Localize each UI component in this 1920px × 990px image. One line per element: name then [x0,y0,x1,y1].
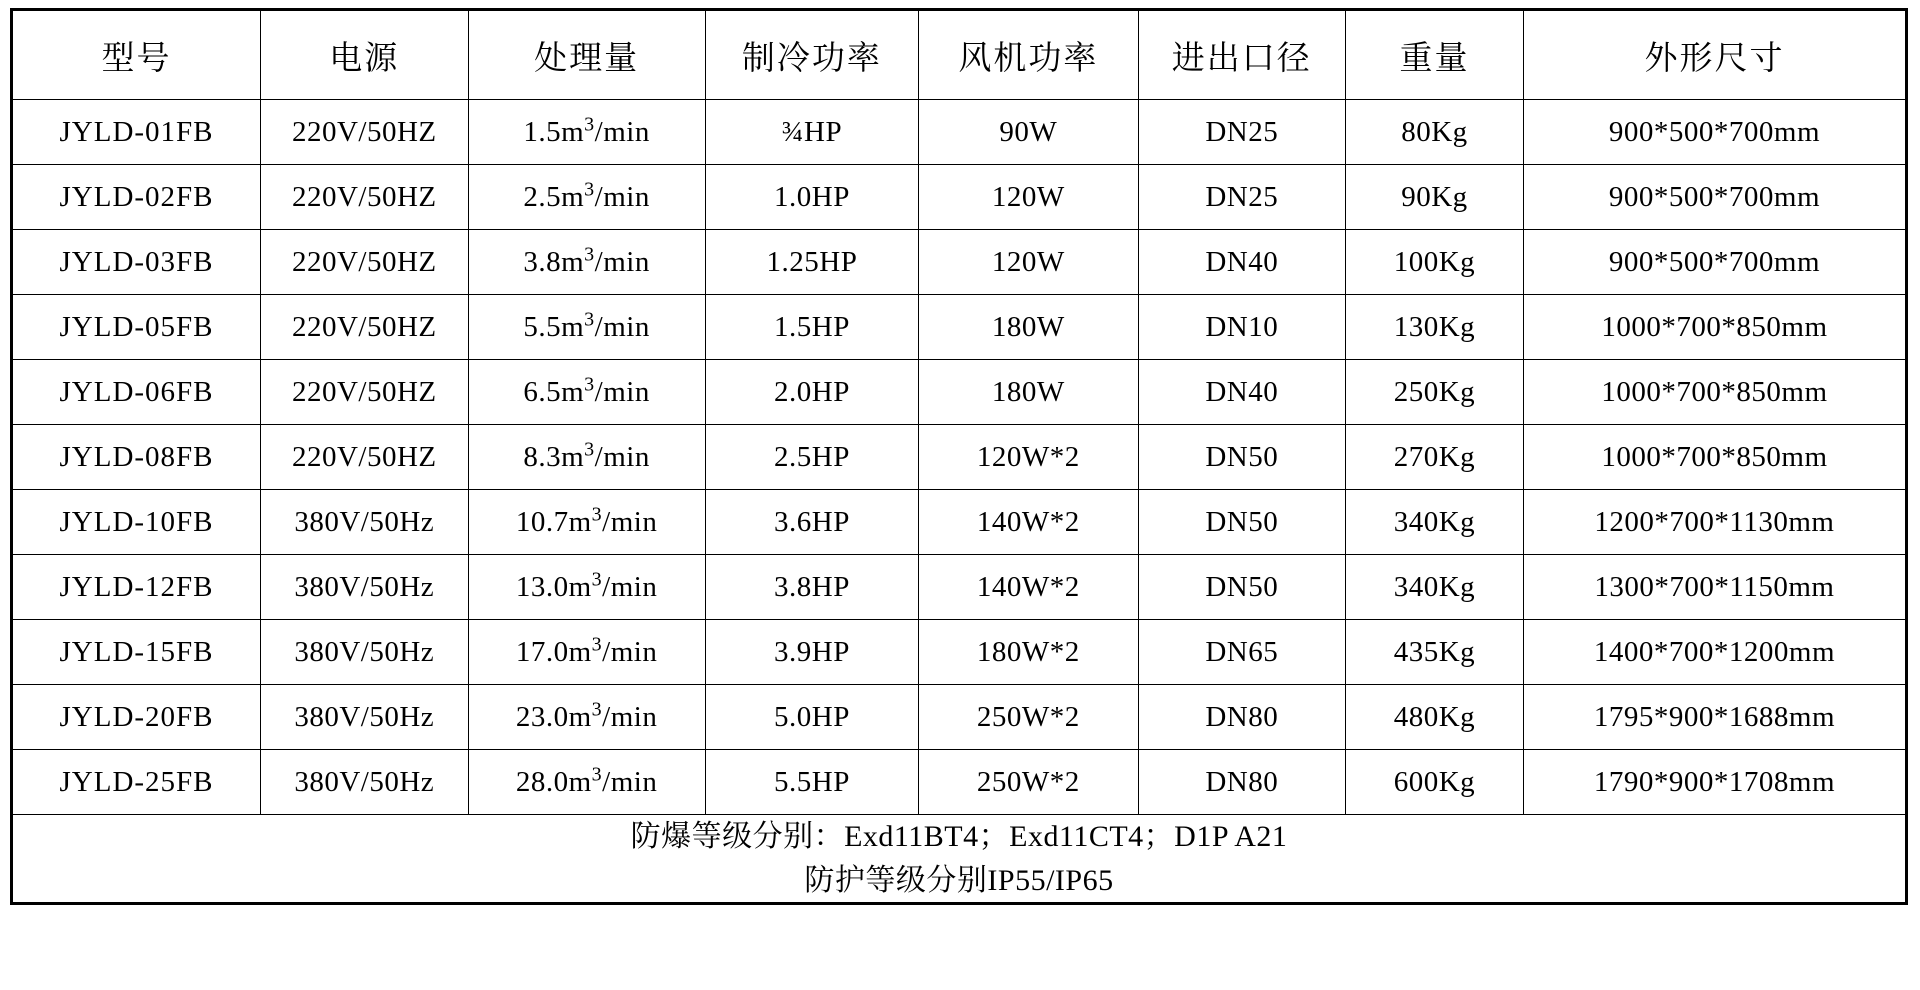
cell-dimensions: 900*500*700mm [1523,165,1906,230]
cell-port-size: DN50 [1138,425,1346,490]
capacity-value: 10.7m [515,505,592,538]
cell-cooling-power: 3.9HP [705,620,918,685]
capacity-value: 28.0m [515,765,592,798]
capacity-value: 17.0m [515,635,592,668]
table-row [12,555,1907,620]
capacity-superscript: 3 [591,502,603,525]
capacity-superscript: 3 [591,762,603,785]
cell-power-supply: 380V/50Hz [261,685,469,750]
cell-power-supply: 220V/50HZ [261,295,469,360]
note-protection-grade: 防护等级分别IP55/IP65 [804,863,1114,897]
capacity-unit: /min [602,765,658,798]
capacity-value: 6.5m [523,375,585,408]
cell-capacity [468,750,705,815]
cell-power-supply: 220V/50HZ [261,230,469,295]
table-row [12,100,1907,165]
cell-model: JYLD-06FB [12,360,261,425]
capacity-unit: /min [602,635,658,668]
cell-weight: 600Kg [1346,750,1524,815]
table-row [12,230,1907,295]
cell-power-supply: 380V/50Hz [261,490,469,555]
cell-fan-power: 120W [919,165,1138,230]
capacity-unit: /min [594,310,650,343]
cell-port-size: DN80 [1138,685,1346,750]
cell-dimensions: 1000*700*850mm [1523,425,1906,490]
capacity-superscript: 3 [584,242,595,265]
cell-weight: 250Kg [1346,360,1524,425]
cell-capacity [468,165,705,230]
column-header-dimensions: 外形尺寸 [1523,10,1906,100]
table-row [12,620,1907,685]
cell-fan-power: 250W*2 [919,685,1138,750]
capacity-unit: /min [602,700,658,733]
table-row [12,685,1907,750]
cell-port-size: DN40 [1138,360,1346,425]
cell-dimensions: 900*500*700mm [1523,100,1906,165]
column-header-power-supply: 电源 [261,10,469,100]
cell-port-size: DN25 [1138,165,1346,230]
cell-model: JYLD-02FB [12,165,261,230]
cell-capacity [468,555,705,620]
capacity-superscript: 3 [591,697,603,720]
cell-cooling-power: 2.0HP [705,360,918,425]
table-row [12,360,1907,425]
cell-model: JYLD-10FB [12,490,261,555]
cell-cooling-power: 3.8HP [705,555,918,620]
capacity-value: 3.8m [523,245,585,278]
capacity-unit: /min [594,180,650,213]
cell-port-size: DN65 [1138,620,1346,685]
cell-cooling-power: ¾HP [705,100,918,165]
cell-capacity [468,230,705,295]
cell-weight: 435Kg [1346,620,1524,685]
cell-power-supply: 220V/50HZ [261,100,469,165]
cell-cooling-power: 1.25HP [705,230,918,295]
cell-weight: 80Kg [1346,100,1524,165]
column-header-capacity: 处理量 [468,10,705,100]
table-body [12,100,1907,815]
cell-dimensions: 1000*700*850mm [1523,295,1906,360]
capacity-value: 13.0m [515,570,592,603]
capacity-superscript: 3 [584,437,595,460]
capacity-unit: /min [594,375,650,408]
specification-table [10,8,1908,905]
capacity-superscript: 3 [584,307,595,330]
cell-fan-power: 180W*2 [919,620,1138,685]
cell-port-size: DN40 [1138,230,1346,295]
cell-capacity [468,490,705,555]
cell-model: JYLD-05FB [12,295,261,360]
cell-weight: 480Kg [1346,685,1524,750]
capacity-superscript: 3 [584,177,595,200]
cell-dimensions: 1300*700*1150mm [1523,555,1906,620]
cell-weight: 100Kg [1346,230,1524,295]
cell-cooling-power: 1.0HP [705,165,918,230]
cell-model: JYLD-15FB [12,620,261,685]
cell-cooling-power: 3.6HP [705,490,918,555]
cell-weight: 90Kg [1346,165,1524,230]
notes-row [12,815,1907,904]
cell-port-size: DN10 [1138,295,1346,360]
capacity-superscript: 3 [591,632,603,655]
cell-cooling-power: 5.0HP [705,685,918,750]
cell-model: JYLD-25FB [12,750,261,815]
capacity-unit: /min [594,115,650,148]
column-header-weight: 重量 [1346,10,1524,100]
cell-power-supply: 220V/50HZ [261,360,469,425]
capacity-unit: /min [594,440,650,473]
cell-model: JYLD-01FB [12,100,261,165]
cell-dimensions: 900*500*700mm [1523,230,1906,295]
cell-dimensions: 1795*900*1688mm [1523,685,1906,750]
cell-power-supply: 380V/50Hz [261,620,469,685]
column-header-cooling-power: 制冷功率 [705,10,918,100]
cell-weight: 340Kg [1346,555,1524,620]
cell-fan-power: 90W [919,100,1138,165]
note-explosion-proof-grade: 防爆等级分别：Exd11BT4；Exd11CT4；D1P A21 [630,820,1288,853]
cell-capacity [468,685,705,750]
column-header-model: 型号 [12,10,261,100]
cell-dimensions: 1790*900*1708mm [1523,750,1906,815]
table-footer [12,815,1907,904]
header-row [12,10,1907,100]
cell-fan-power: 140W*2 [919,490,1138,555]
capacity-unit: /min [602,505,658,538]
cell-power-supply: 220V/50HZ [261,425,469,490]
cell-model: JYLD-03FB [12,230,261,295]
cell-capacity [468,360,705,425]
table-row [12,425,1907,490]
cell-port-size: DN50 [1138,490,1346,555]
cell-capacity [468,620,705,685]
table-row [12,750,1907,815]
cell-cooling-power: 5.5HP [705,750,918,815]
cell-fan-power: 120W*2 [919,425,1138,490]
capacity-unit: /min [594,245,650,278]
cell-cooling-power: 2.5HP [705,425,918,490]
notes-cell [12,815,1907,904]
cell-port-size: DN25 [1138,100,1346,165]
cell-port-size: DN50 [1138,555,1346,620]
cell-fan-power: 120W [919,230,1138,295]
cell-model: JYLD-08FB [12,425,261,490]
capacity-unit: /min [602,570,658,603]
capacity-value: 23.0m [515,700,592,733]
cell-fan-power: 250W*2 [919,750,1138,815]
cell-fan-power: 180W [919,295,1138,360]
cell-port-size: DN80 [1138,750,1346,815]
cell-power-supply: 220V/50HZ [261,165,469,230]
table-row [12,490,1907,555]
capacity-value: 1.5m [523,115,585,148]
cell-fan-power: 140W*2 [919,555,1138,620]
cell-model: JYLD-12FB [12,555,261,620]
capacity-superscript: 3 [584,112,595,135]
table-header [12,10,1907,100]
cell-fan-power: 180W [919,360,1138,425]
capacity-value: 2.5m [523,180,585,213]
capacity-value: 8.3m [523,440,585,473]
table-row [12,165,1907,230]
table-row [12,295,1907,360]
cell-weight: 270Kg [1346,425,1524,490]
cell-dimensions: 1200*700*1130mm [1523,490,1906,555]
capacity-superscript: 3 [591,567,603,590]
cell-cooling-power: 1.5HP [705,295,918,360]
capacity-value: 5.5m [523,310,585,343]
cell-power-supply: 380V/50Hz [261,750,469,815]
cell-capacity [468,425,705,490]
cell-power-supply: 380V/50Hz [261,555,469,620]
column-header-fan-power: 风机功率 [919,10,1138,100]
cell-dimensions: 1000*700*850mm [1523,360,1906,425]
cell-weight: 340Kg [1346,490,1524,555]
column-header-port-size: 进出口径 [1138,10,1346,100]
cell-dimensions: 1400*700*1200mm [1523,620,1906,685]
cell-capacity [468,295,705,360]
cell-weight: 130Kg [1346,295,1524,360]
capacity-superscript: 3 [584,372,595,395]
cell-model: JYLD-20FB [12,685,261,750]
cell-capacity [468,100,705,165]
